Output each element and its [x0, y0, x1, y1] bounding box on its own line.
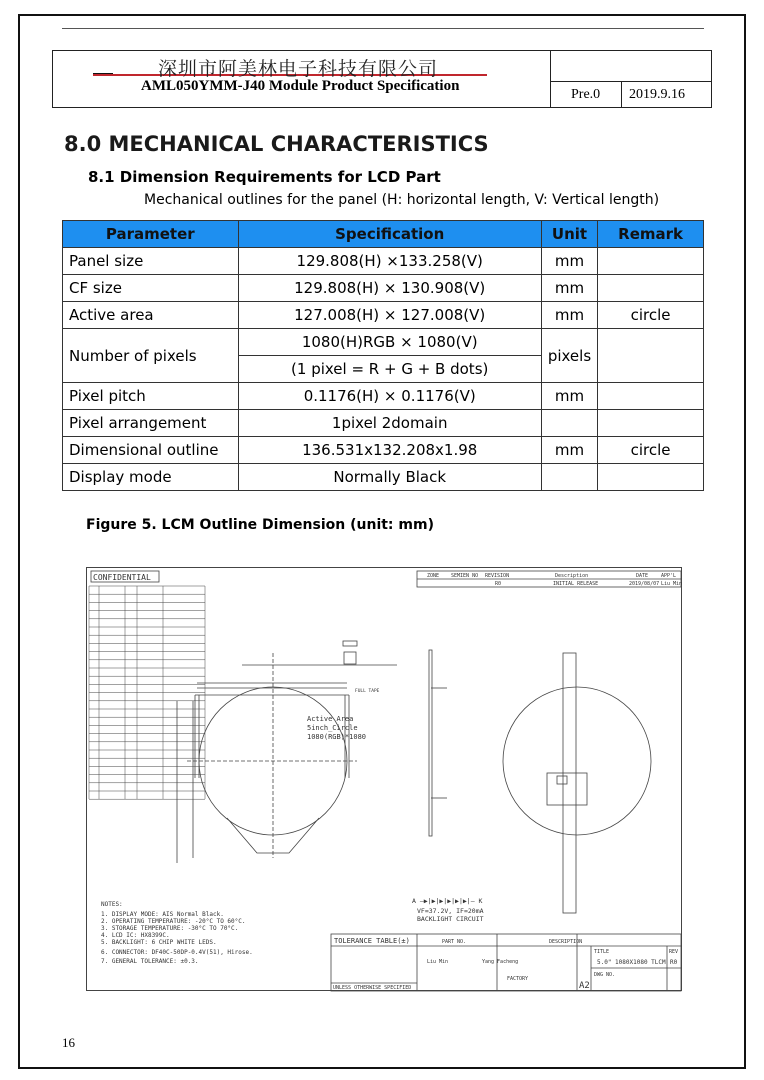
drawing-svg — [87, 568, 683, 992]
rev-label: REV — [669, 949, 679, 955]
cell: mm — [541, 302, 597, 329]
cell: 0.1176(H) × 0.1176(V) — [238, 383, 541, 410]
table-row — [63, 437, 704, 464]
rev-value: R0 — [670, 959, 678, 966]
rev-col: APP'L — [661, 573, 677, 579]
col-header: Unit — [541, 221, 597, 248]
note: 4. LCD IC: HX8399C. — [101, 932, 170, 939]
rev-val: Liu Min — [661, 581, 683, 587]
dimension-table — [62, 220, 704, 491]
cell: Normally Black — [238, 464, 541, 491]
divider — [550, 51, 551, 107]
cell — [541, 464, 597, 491]
circuit-symbol: A —▶|▶|▶|▶|▶|▶|— K — [412, 897, 483, 905]
back-view — [503, 653, 651, 913]
drawn-by: Liu Min — [427, 959, 449, 965]
page-number: 16 — [62, 1035, 75, 1050]
table-row — [63, 275, 704, 302]
cell: Dimensional outline — [63, 437, 239, 464]
side-view — [429, 650, 447, 836]
cell: 129.808(H) ×133.258(V) — [238, 248, 541, 275]
part-no-label: PART NO. — [442, 939, 467, 945]
note: 3. STORAGE TEMPERATURE: -30°C TO 70°C. — [101, 925, 239, 932]
rev-val: R0 — [495, 581, 502, 587]
col-header: Parameter — [63, 221, 239, 248]
note: 7. GENERAL TOLERANCE: ±0.3. — [101, 958, 199, 965]
backlight-circuit — [412, 897, 484, 923]
notes-title: NOTES: — [101, 901, 123, 908]
top-rule — [62, 28, 704, 29]
active-area-resolution: 1080(RGB)*1080 — [307, 733, 367, 741]
cell: mm — [541, 437, 597, 464]
confidential-label: CONFIDENTIAL — [93, 573, 151, 582]
cell: Active area — [63, 302, 239, 329]
cell: Panel size — [63, 248, 239, 275]
company-name: 深圳市阿美林电子科技有限公司 — [158, 58, 439, 80]
drawing-title: 5.0" 1080X1080 TLCM — [597, 959, 666, 966]
tolerance-table-label: TOLERANCE TABLE(±) — [334, 937, 410, 945]
rev-col: DATE — [636, 573, 649, 579]
cell — [598, 275, 704, 302]
circuit-label: BACKLIGHT CIRCUIT — [417, 915, 484, 923]
cell: mm — [541, 275, 597, 302]
cell: Display mode — [63, 464, 239, 491]
circuit-spec: VF=37.2V, IF=20mA — [417, 907, 484, 915]
cell: CF size — [63, 275, 239, 302]
cell: circle — [598, 302, 704, 329]
dwg-no-label: DWG NO. — [594, 972, 616, 978]
date: 2019.9.16 — [629, 87, 685, 102]
note: 5. BACKLIGHT: 6 CHIP WHITE LEDS. — [101, 939, 217, 946]
table-row — [63, 464, 704, 491]
cell: Pixel arrangement — [63, 410, 239, 437]
figure-caption: Figure 5. LCM Outline Dimension (unit: mm) — [86, 517, 434, 533]
cell — [598, 464, 704, 491]
table-row — [63, 410, 704, 437]
table-row — [63, 302, 704, 329]
cell: mm — [541, 383, 597, 410]
title-block — [331, 934, 681, 991]
col-header: Remark — [598, 221, 704, 248]
subsection-title: 8.1 Dimension Requirements for LCD Part — [88, 168, 441, 186]
cell — [598, 329, 704, 383]
cell — [598, 248, 704, 275]
cell: circle — [598, 437, 704, 464]
cell — [541, 410, 597, 437]
front-view — [177, 641, 397, 863]
table-row — [63, 248, 704, 275]
table-row — [63, 329, 704, 356]
active-area-size: 5inch_Circle — [307, 724, 358, 732]
rev-col: REVISION — [485, 573, 510, 579]
note: 2. OPERATING TEMPERATURE: -20°C TO 60°C. — [101, 918, 246, 925]
revision: Pre.0 — [571, 87, 601, 102]
col-header: Specification — [238, 221, 541, 248]
section-title: 8.0 MECHANICAL CHARACTERISTICS — [64, 132, 489, 156]
notes — [101, 901, 253, 965]
factory-label: FACTORY — [507, 976, 529, 982]
description-label: DESCRIPTION — [549, 939, 583, 945]
divider — [621, 81, 622, 107]
table-row — [63, 383, 704, 410]
rev-val: INITIAL RELEASE — [553, 581, 599, 587]
lcm-outline-drawing — [86, 567, 682, 991]
rev-col: Description — [555, 573, 589, 579]
note: 1. DISPLAY MODE: AIS Normal Black. — [101, 911, 224, 918]
table-header — [63, 221, 704, 248]
rev-val: 2019/08/07 — [629, 581, 660, 587]
sheet-size: A2 — [579, 981, 590, 991]
cell: Pixel pitch — [63, 383, 239, 410]
checked-by: Yang Facheng — [482, 959, 519, 965]
full-tape-label: FULL TAPE — [355, 689, 380, 694]
cell: mm — [541, 248, 597, 275]
divider — [550, 81, 712, 82]
cell: pixels — [541, 329, 597, 383]
cell: 129.808(H) × 130.908(V) — [238, 275, 541, 302]
rev-col: SEMIEN NO — [451, 573, 479, 579]
title-label: TITLE — [594, 949, 610, 955]
cell: 136.531x132.208x1.98 — [238, 437, 541, 464]
note: 6. CONNECTOR: DF40C-50DP-0.4V(51), Hirose. — [101, 949, 253, 956]
cell: 1pixel 2domain — [238, 410, 541, 437]
unless-specified: UNLESS OTHERWISE SPECIFIED — [333, 985, 412, 991]
cell: (1 pixel = R + G + B dots) — [238, 356, 541, 383]
pin-table — [89, 586, 205, 799]
cell: Number of pixels — [63, 329, 239, 383]
intro-text: Mechanical outlines for the panel (H: horizontal length, V: Vertical length) — [144, 192, 660, 208]
cell: 1080(H)RGB × 1080(V) — [238, 329, 541, 356]
rev-col: ZONE — [427, 573, 440, 579]
cell: 127.008(H) × 127.008(V) — [238, 302, 541, 329]
document-header — [52, 50, 712, 108]
cell — [598, 383, 704, 410]
document-title: AML050YMM-J40 Module Product Specification — [141, 78, 460, 94]
active-area-label: Active Area — [307, 715, 354, 723]
cell — [598, 410, 704, 437]
